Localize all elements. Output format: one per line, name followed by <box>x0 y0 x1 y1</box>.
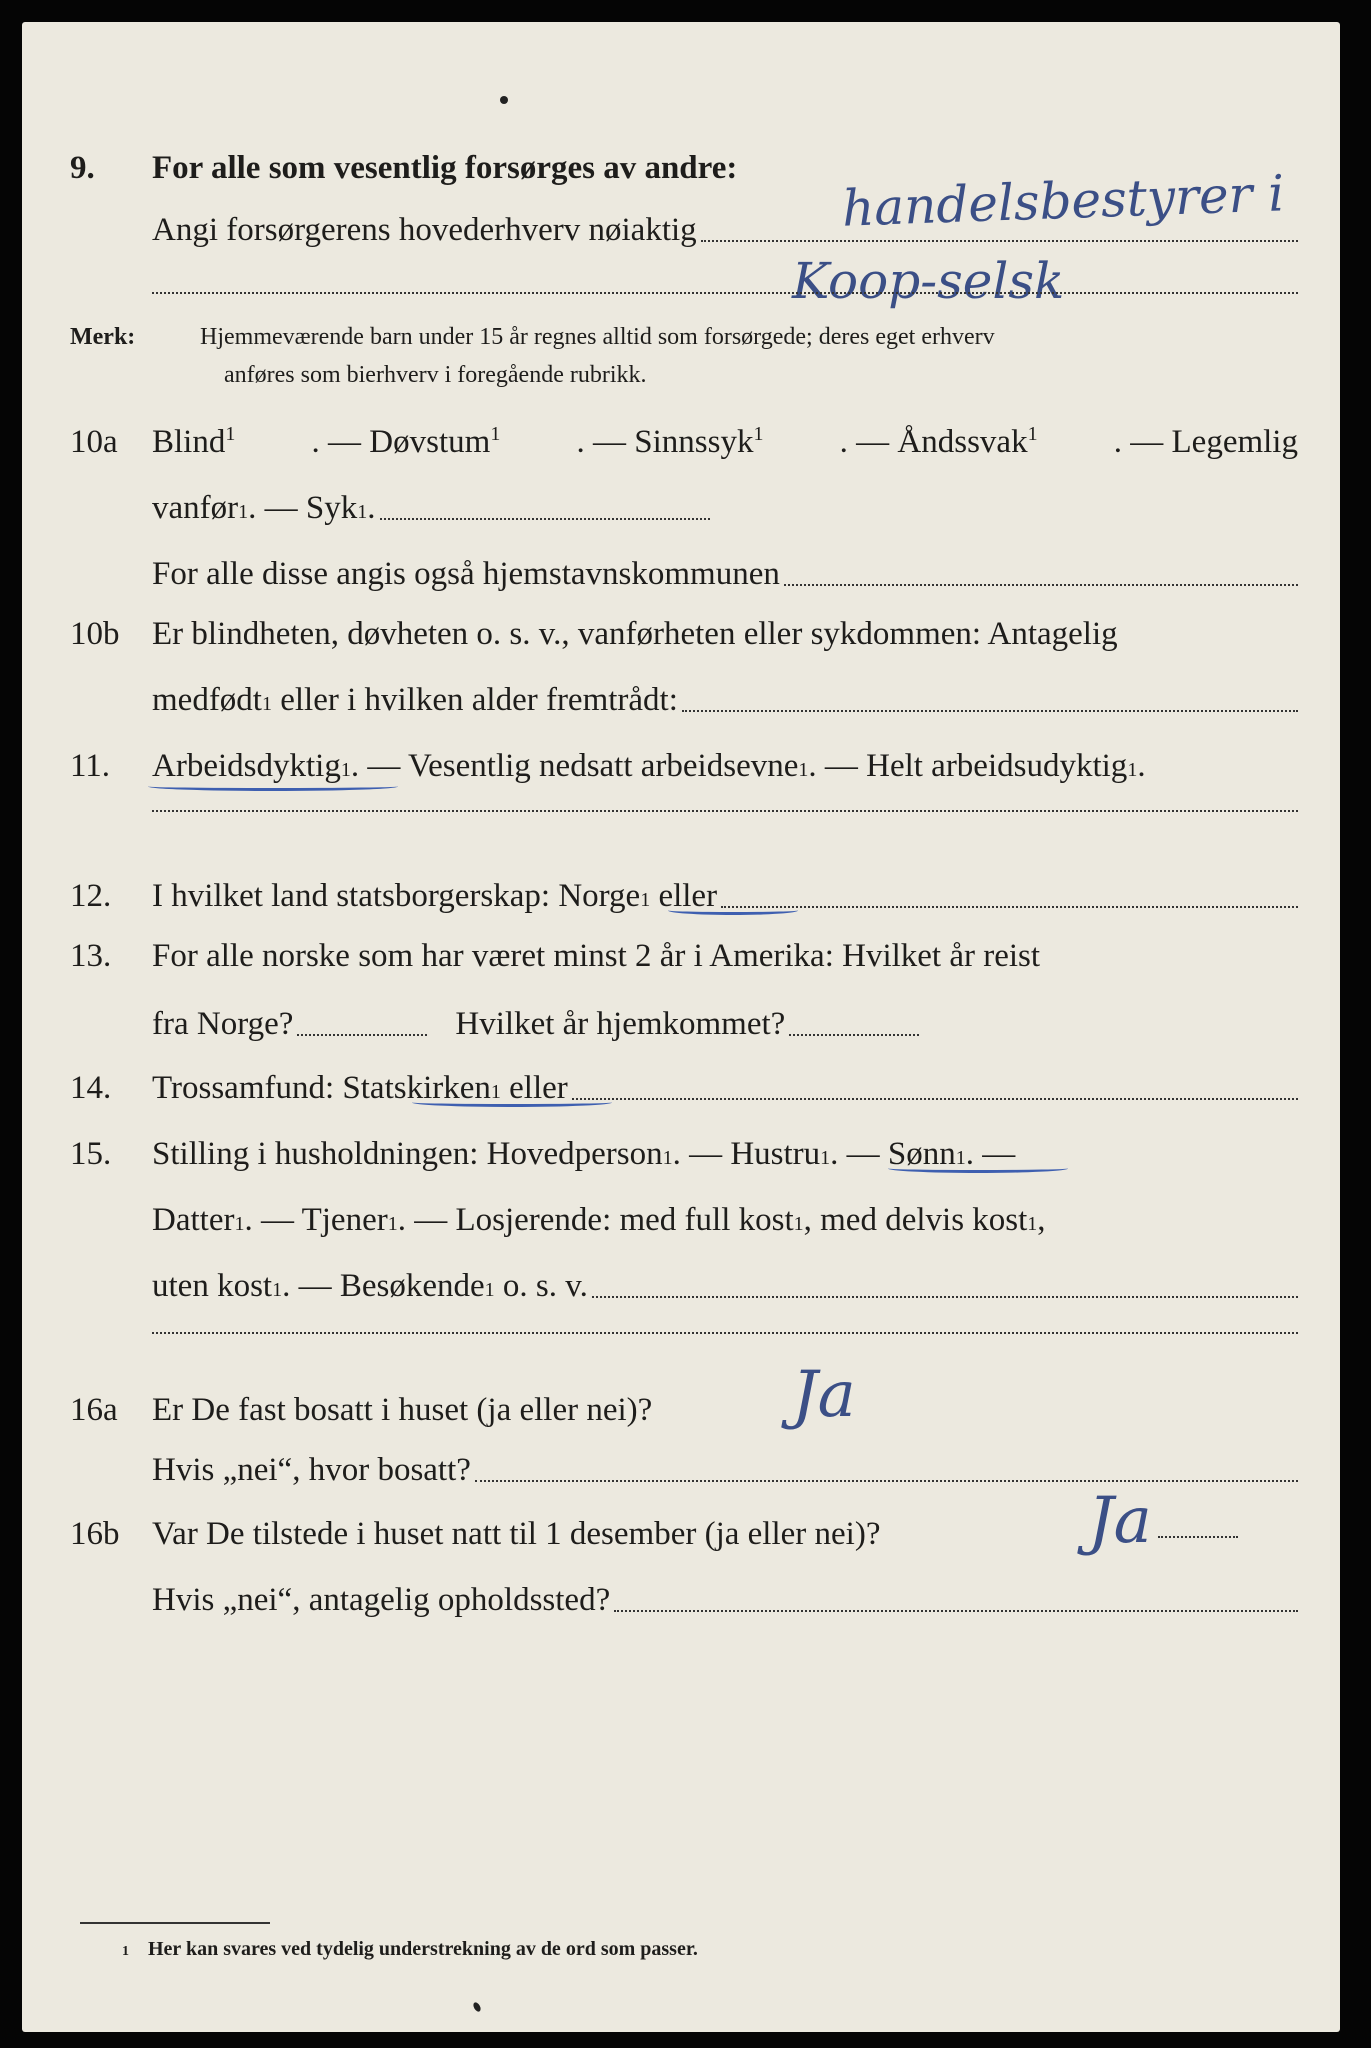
handwritten-answer: Koop-selsk <box>792 252 1065 310</box>
question-text: For alle disse angis også hjemstavnskommunen <box>152 556 780 592</box>
option-udyktig: . — Helt arbeidsudyktig <box>808 748 1128 784</box>
question-text: Angi forsørgerens hovederhverv nøiaktig <box>152 212 697 248</box>
question-text: medfødt <box>152 682 262 718</box>
question-11-line: 11. Arbeidsdyktig 1 . — Vesentlig nedsatt arbeidsevne 1 . — Helt arbeidsudyktig 1 . <box>22 744 1340 788</box>
question-text: For alle som vesentlig forsørges av andre: <box>152 150 738 186</box>
option-besokende: . — Besøkende <box>282 1268 485 1304</box>
answer-line <box>152 292 1298 294</box>
answer-line <box>152 1332 1298 1334</box>
question-number: 16b <box>70 1516 120 1552</box>
question-text: Hvilket år hjemkommet? <box>455 1006 786 1042</box>
question-text: eller <box>650 878 718 914</box>
question-12-line: 12. I hvilket land statsborgerskap: Norge 1 eller <box>22 874 1340 918</box>
option-tjener: . — Tjener <box>244 1202 388 1238</box>
answer-line <box>380 518 710 520</box>
answer-line <box>784 584 1298 586</box>
answer-line <box>789 1034 919 1036</box>
underline-mark <box>888 1164 1068 1173</box>
question-16b-line2 <box>22 1578 1340 1622</box>
option-uten-kost: uten kost <box>152 1268 273 1304</box>
underline-mark <box>148 782 398 791</box>
question-text: Er blindheten, døvheten o. s. v., vanførheten eller sykdommen: Antagelig <box>152 616 1118 652</box>
underline-mark <box>668 906 798 915</box>
answer-line <box>1158 1536 1238 1538</box>
question-number: 10a <box>70 424 118 460</box>
answer-line <box>592 1296 1298 1298</box>
footnote <box>122 1938 698 1961</box>
option-nedsatt: . — Vesentlig nedsatt arbeidsevne <box>350 748 799 784</box>
question-number: 12. <box>70 878 112 914</box>
answer-line <box>475 1480 1298 1482</box>
handwritten-answer: handelsbestyrer i <box>841 164 1286 238</box>
option-hovedperson: Stilling i husholdningen: Hovedperson <box>152 1136 663 1172</box>
question-number: 13. <box>70 938 112 974</box>
option-legemlig: . — Legemlig <box>1113 424 1298 460</box>
option-statskirken: Statskirken <box>342 1070 491 1106</box>
question-15-line3: uten kost 1 . — Besøkende 1 o. s. v. <box>22 1264 1340 1308</box>
answer-line <box>682 710 1298 712</box>
option-sonn: . — Sønn <box>830 1136 956 1172</box>
answer-line <box>614 1610 1298 1612</box>
question-number: 10b <box>70 616 120 652</box>
question-text: I hvilket land statsborgerskap: <box>152 878 559 914</box>
question-15-line2: Datter 1 . — Tjener 1 . — Losjerende: med full kost 1 , med delvis kost 1 , <box>22 1198 1340 1242</box>
option-vanfor: vanfør <box>152 490 239 526</box>
question-10a-line3 <box>22 552 1340 596</box>
footnote-marker: 1 <box>122 1944 129 1959</box>
question-10a-line1 <box>22 420 1340 464</box>
answer-line <box>721 906 1298 908</box>
census-form-page <box>22 22 1340 2032</box>
note-label: Merk: <box>70 324 136 350</box>
option-delvis-kost: , med delvis kost <box>803 1202 1028 1238</box>
question-9-line2 <box>22 208 1340 252</box>
footnote-rule <box>80 1922 270 1924</box>
question-number: 15. <box>70 1136 112 1172</box>
question-text: eller <box>500 1070 568 1106</box>
option-hustru: Hustru <box>730 1136 821 1172</box>
footnote-marker: 1 <box>753 423 764 445</box>
handwritten-answer: Ja <box>792 1358 856 1432</box>
option-norge: Norge <box>558 878 641 914</box>
option-losjerende: . — Losjerende: med full kost <box>397 1202 794 1238</box>
footnote-text: Her kan svares ved tydelig understrekning av de ord som passer. <box>148 1938 698 1960</box>
question-text: o. s. v. <box>494 1268 588 1304</box>
handwritten-answer: Ja <box>1088 1484 1152 1558</box>
answer-line <box>701 240 1298 242</box>
question-10b-line1 <box>22 612 1340 656</box>
question-text: Trossamfund: <box>152 1070 343 1106</box>
question-10b-line2: medfødt 1 eller i hvilken alder fremtrådt: <box>22 678 1340 722</box>
option-datter: Datter <box>152 1202 235 1238</box>
question-14-line: 14. Trossamfund: Statskirken 1 eller <box>22 1066 1340 1110</box>
question-13-line2 <box>22 1002 1340 1046</box>
question-number: 16a <box>70 1392 118 1428</box>
question-15-line1: 15. Stilling i husholdningen: Hovedperson 1 . — Hustru 1 . — Sønn 1 . — <box>22 1132 1340 1176</box>
footnote-marker: 1 <box>225 423 236 445</box>
punctuation: . — <box>965 1136 1016 1172</box>
note-text: Hjemmeværende barn under 15 år regnes alltid som forsørgede; deres eget erhverv <box>200 324 995 350</box>
question-number: 11. <box>70 748 111 784</box>
option-blind: Blind <box>152 424 226 460</box>
answer-line <box>152 810 1298 812</box>
punctuation: , <box>1037 1202 1046 1238</box>
option-dovstum: . — Døvstum <box>311 424 491 460</box>
answer-line <box>297 1034 427 1036</box>
option-andssvak: . — Åndssvak <box>839 424 1028 460</box>
question-text: Er De fast bosatt i huset (ja eller nei)? <box>152 1392 653 1428</box>
question-text: eller i hvilken alder fremtrådt: <box>271 682 678 718</box>
option-arbeidsdyktig: Arbeidsdyktig <box>152 748 341 784</box>
question-text: Hvis „nei“, hvor bosatt? <box>152 1452 471 1488</box>
footnote-marker: 1 <box>490 423 501 445</box>
question-text: For alle norske som har været minst 2 år i Amerika: Hvilket år reist <box>152 938 1041 974</box>
ink-dot <box>500 96 508 104</box>
ink-dot <box>472 2001 482 2013</box>
question-text: Var De tilstede i huset natt til 1 desember (ja eller nei)? <box>152 1516 881 1552</box>
question-text: Hvis „nei“, antagelig opholdssted? <box>152 1582 611 1618</box>
option-syk: . — Syk <box>248 490 358 526</box>
note-text: anføres som bierhverv i foregående rubrikk. <box>224 362 647 388</box>
punctuation: . — <box>672 1136 731 1172</box>
option-sinnssyk: . — Sinnssyk <box>576 424 754 460</box>
question-text: fra Norge? <box>152 1006 294 1042</box>
footnote-marker: 1 <box>1027 423 1038 445</box>
question-16a-line1 <box>22 1388 1340 1432</box>
question-number: 14. <box>70 1070 112 1106</box>
question-13-line1 <box>22 934 1340 978</box>
underline-mark <box>412 1098 612 1107</box>
answer-line <box>572 1098 1298 1100</box>
question-10a-line2: vanfør 1 . — Syk 1 . <box>22 486 1340 530</box>
punctuation: . <box>367 490 376 526</box>
punctuation: . <box>1137 748 1146 784</box>
question-number: 9. <box>70 150 95 186</box>
